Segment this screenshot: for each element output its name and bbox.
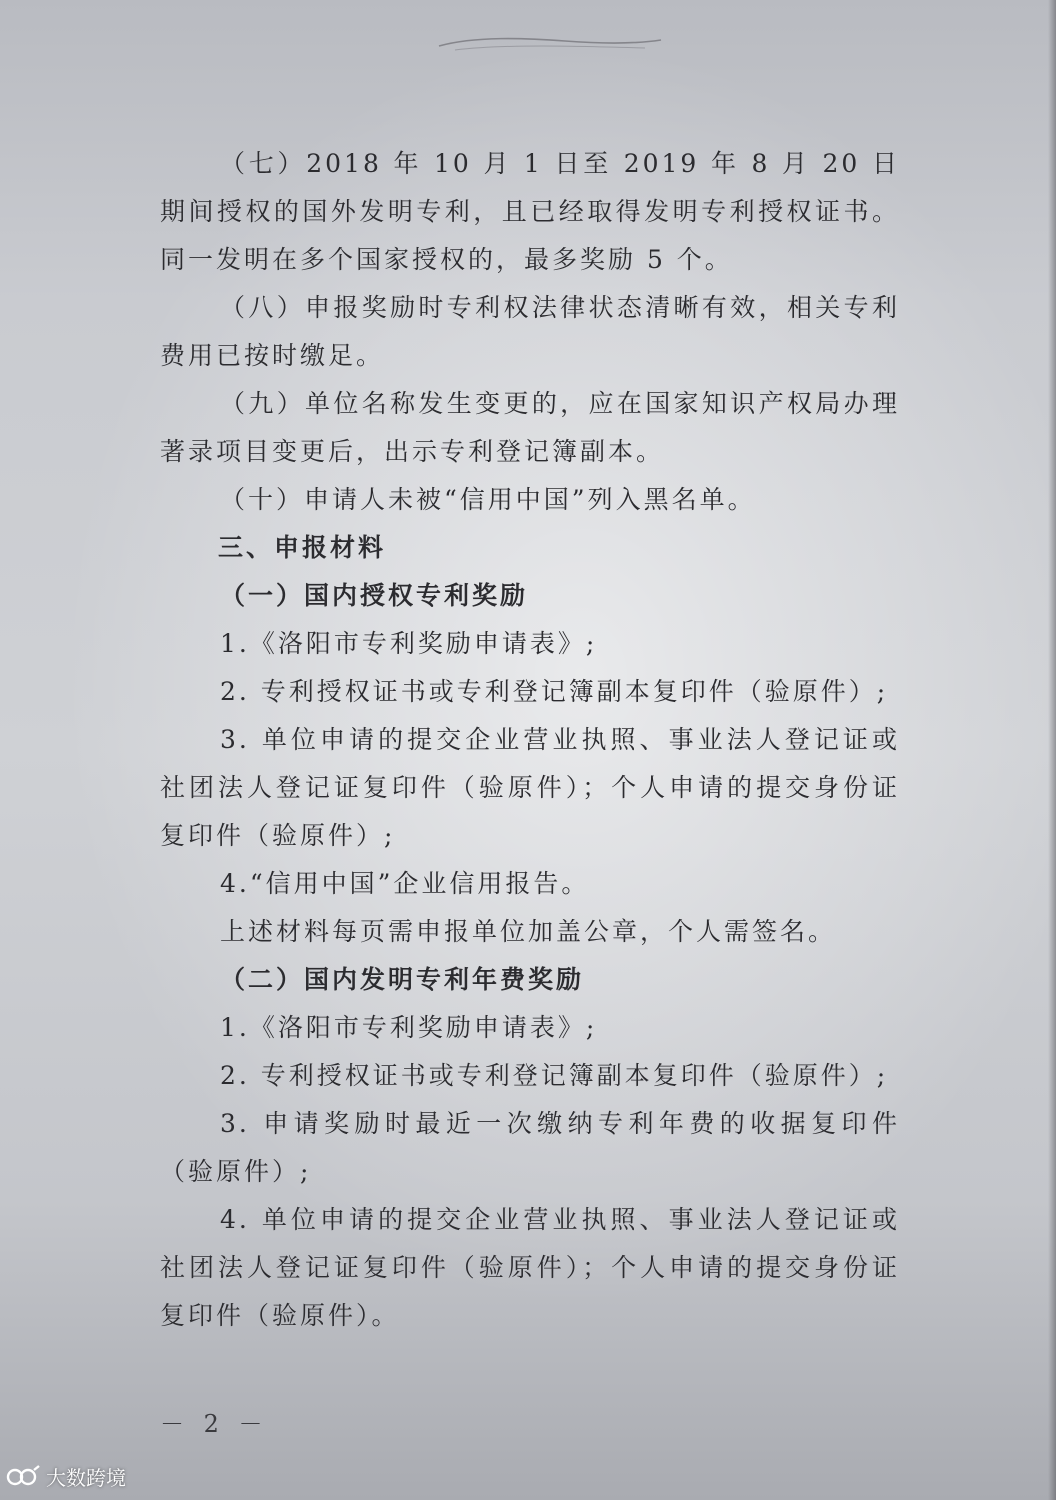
list-item: 4.“信用中国”企业信用报告。 (220, 869, 590, 898)
pen-mark-decoration (435, 32, 665, 60)
subsection-annual-fee-award: （二）国内发明专利年费奖励 (220, 965, 585, 994)
paragraph-7: （七）2018 年 10 月 1 日至 2019 年 8 月 20 日期间授权的国外发明专利，且已经取得发明专利授权证书。同一发明在多个国家授权的，最多奖励 5 个。 (160, 149, 900, 274)
page-edge-shadow (1048, 0, 1056, 1500)
list-item: 3. 申请奖励时最近一次缴纳专利年费的收据复印件（验原件）; (160, 1109, 900, 1186)
list-item: 1.《洛阳市专利奖励申请表》; (220, 1013, 598, 1042)
list-item: 4. 单位申请的提交企业营业执照、事业法人登记证或社团法人登记证复印件（验原件）；个人申请的提交身份证复印件（验原件）。 (160, 1205, 900, 1330)
list-item: 1.《洛阳市专利奖励申请表》; (220, 629, 598, 658)
paragraph-10: （十）申请人未被“信用中国”列入黑名单。 (220, 485, 756, 514)
watermark (6, 1462, 126, 1491)
document-body (160, 140, 900, 1340)
list-item: 2. 专利授权证书或专利登记簿副本复印件（验原件）; (220, 1061, 889, 1090)
section-heading-materials: 三、申报材料 (218, 533, 387, 562)
page-number: － 2 － (160, 1410, 269, 1438)
watermark-text: 大数跨境 (46, 1466, 126, 1490)
paragraph-8: （八）申报奖励时专利权法律状态清晰有效，相关专利费用已按时缴足。 (160, 293, 900, 370)
list-item: 3. 单位申请的提交企业营业执照、事业法人登记证或社团法人登记证复印件（验原件）；个人申请的提交身份证复印件（验原件）; (160, 725, 900, 850)
subsection-domestic-patent-award: （一）国内授权专利奖励 (220, 581, 529, 610)
paragraph-9: （九）单位名称发生变更的，应在国家知识产权局办理著录项目变更后，出示专利登记簿副本。 (160, 389, 900, 466)
list-item: 2. 专利授权证书或专利登记簿副本复印件（验原件）; (220, 677, 889, 706)
stamp-note: 上述材料每页需申报单位加盖公章，个人需签名。 (220, 917, 837, 946)
brand-logo-icon (6, 1464, 40, 1490)
